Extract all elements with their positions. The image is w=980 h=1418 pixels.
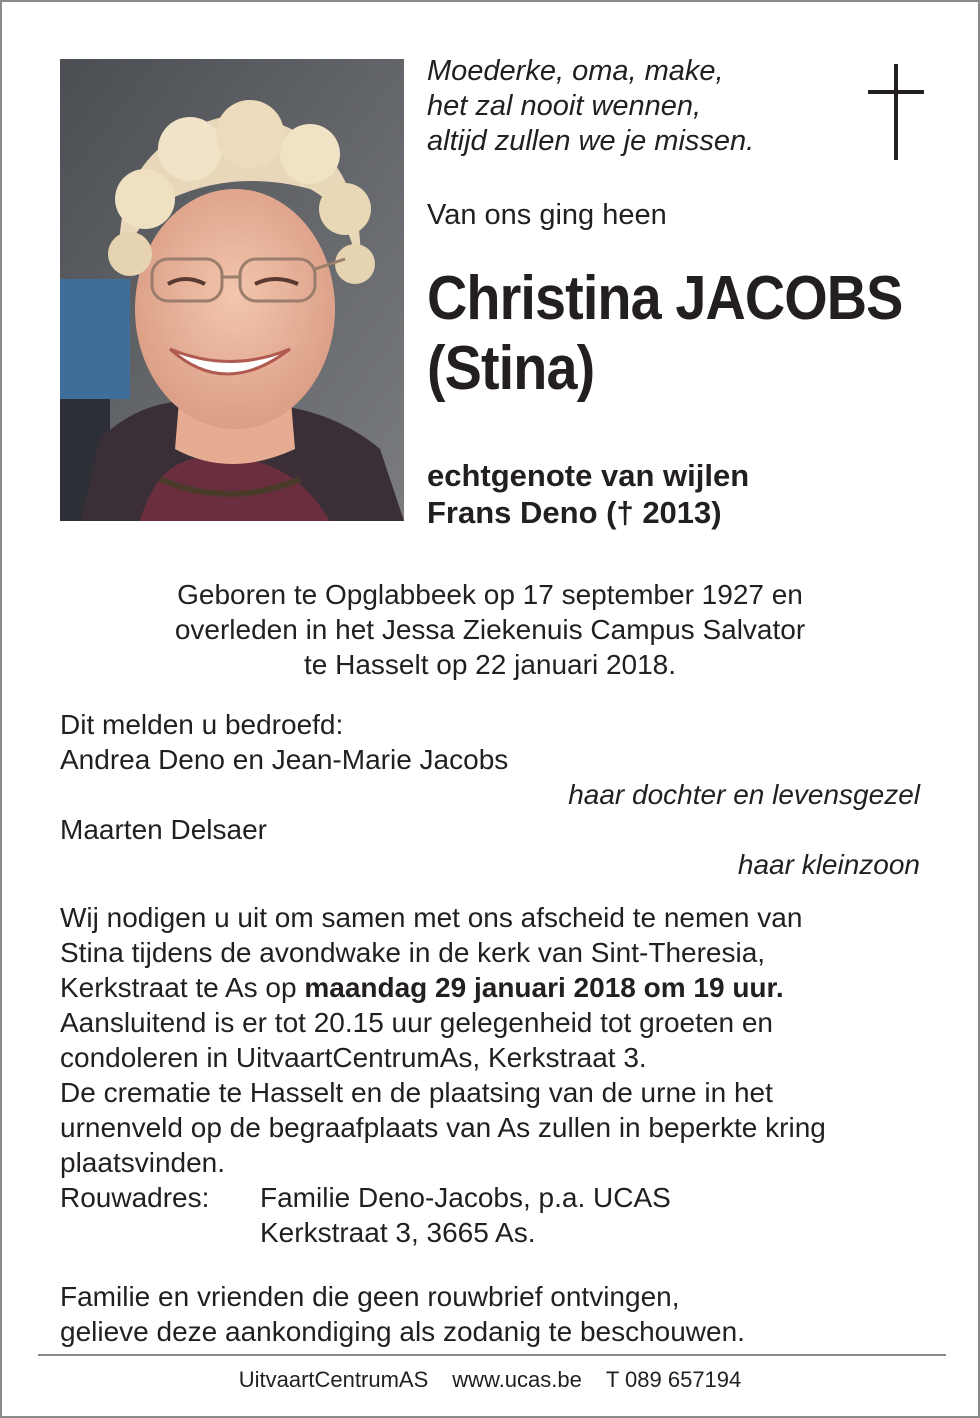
poem [427, 54, 754, 159]
mourning-address [60, 1180, 930, 1250]
closing-note [60, 1279, 930, 1349]
ceremony-info [60, 900, 930, 1250]
family-announcement [60, 707, 920, 882]
footer-company: UitvaartCentrumAS [238, 1367, 429, 1392]
announcement-heading: Dit melden u bedroefd: [60, 709, 344, 740]
family-relation: haar dochter en levensgezel [568, 779, 920, 810]
family-names: Andrea Deno en Jean-Marie Jacobs [60, 744, 509, 775]
poem-line: het zal nooit wennen, [427, 90, 702, 122]
closing-line: Familie en vrienden die geen rouwbrief ontvingen, [60, 1281, 680, 1312]
closing-line: gelieve deze aankondiging als zodanig te beschouwen. [60, 1316, 745, 1347]
spouse-info [427, 457, 749, 531]
birth-line: te Hasselt op 22 januari 2018. [303, 649, 677, 680]
ceremony-line: plaatsvinden. [60, 1147, 226, 1178]
ceremony-line: De crematie te Hasselt en de plaatsing van de urne in het [60, 1077, 773, 1108]
poem-line: Moederke, oma, make, [427, 55, 724, 87]
ceremony-datetime: maandag 29 januari 2018 om 19 uur. [304, 972, 784, 1003]
address-line: Kerkstraat 3, 3665 As. [260, 1217, 536, 1248]
birth-line: Geboren te Opglabbeek op 17 september 1927 en [177, 579, 803, 610]
address-lines [260, 1180, 671, 1250]
footer-website[interactable]: www.ucas.be [452, 1367, 582, 1392]
name-line: Christina JACOBS [427, 264, 903, 333]
ceremony-line: condoleren in UitvaartCentrumAs, Kerkstraat 3. [60, 1042, 647, 1073]
family-relation: haar kleinzoon [737, 849, 920, 880]
birth-line: overleden in het Jessa Ziekenuis Campus Salvator [174, 614, 806, 645]
ceremony-line: Stina tijdens de avondwake in de kerk van Sint-Theresia, [60, 937, 766, 968]
footer [2, 1366, 978, 1394]
portrait-photo [60, 59, 404, 521]
nickname-line: (Stina) [427, 334, 595, 403]
spouse-line: Frans Deno († 2013) [427, 495, 722, 530]
footer-divider [38, 1354, 946, 1356]
portrait-illustration [60, 59, 404, 521]
intro-text: Van ons ging heen [427, 199, 667, 231]
address-label: Rouwadres: [60, 1182, 210, 1213]
deceased-name [427, 264, 902, 404]
ceremony-location: Kerkstraat te As op [60, 972, 305, 1003]
ceremony-line: Aansluitend is er tot 20.15 uur gelegenheid tot groeten en [60, 1007, 773, 1038]
family-names: Maarten Delsaer [60, 814, 267, 845]
ceremony-line: Wij nodigen u uit om samen met ons afscheid te nemen van [60, 902, 803, 933]
ceremony-line: urnenveld op de begraafplaats van As zullen in beperkte kring [60, 1112, 826, 1143]
birth-death-info [2, 577, 978, 682]
footer-phone: T 089 657194 [605, 1367, 742, 1392]
address-line: Familie Deno-Jacobs, p.a. UCAS [260, 1182, 671, 1213]
cross-icon [868, 64, 924, 160]
spouse-line: echtgenote van wijlen [427, 458, 750, 493]
poem-line: altijd zullen we je missen. [427, 125, 755, 157]
ceremony-line [60, 970, 930, 1005]
